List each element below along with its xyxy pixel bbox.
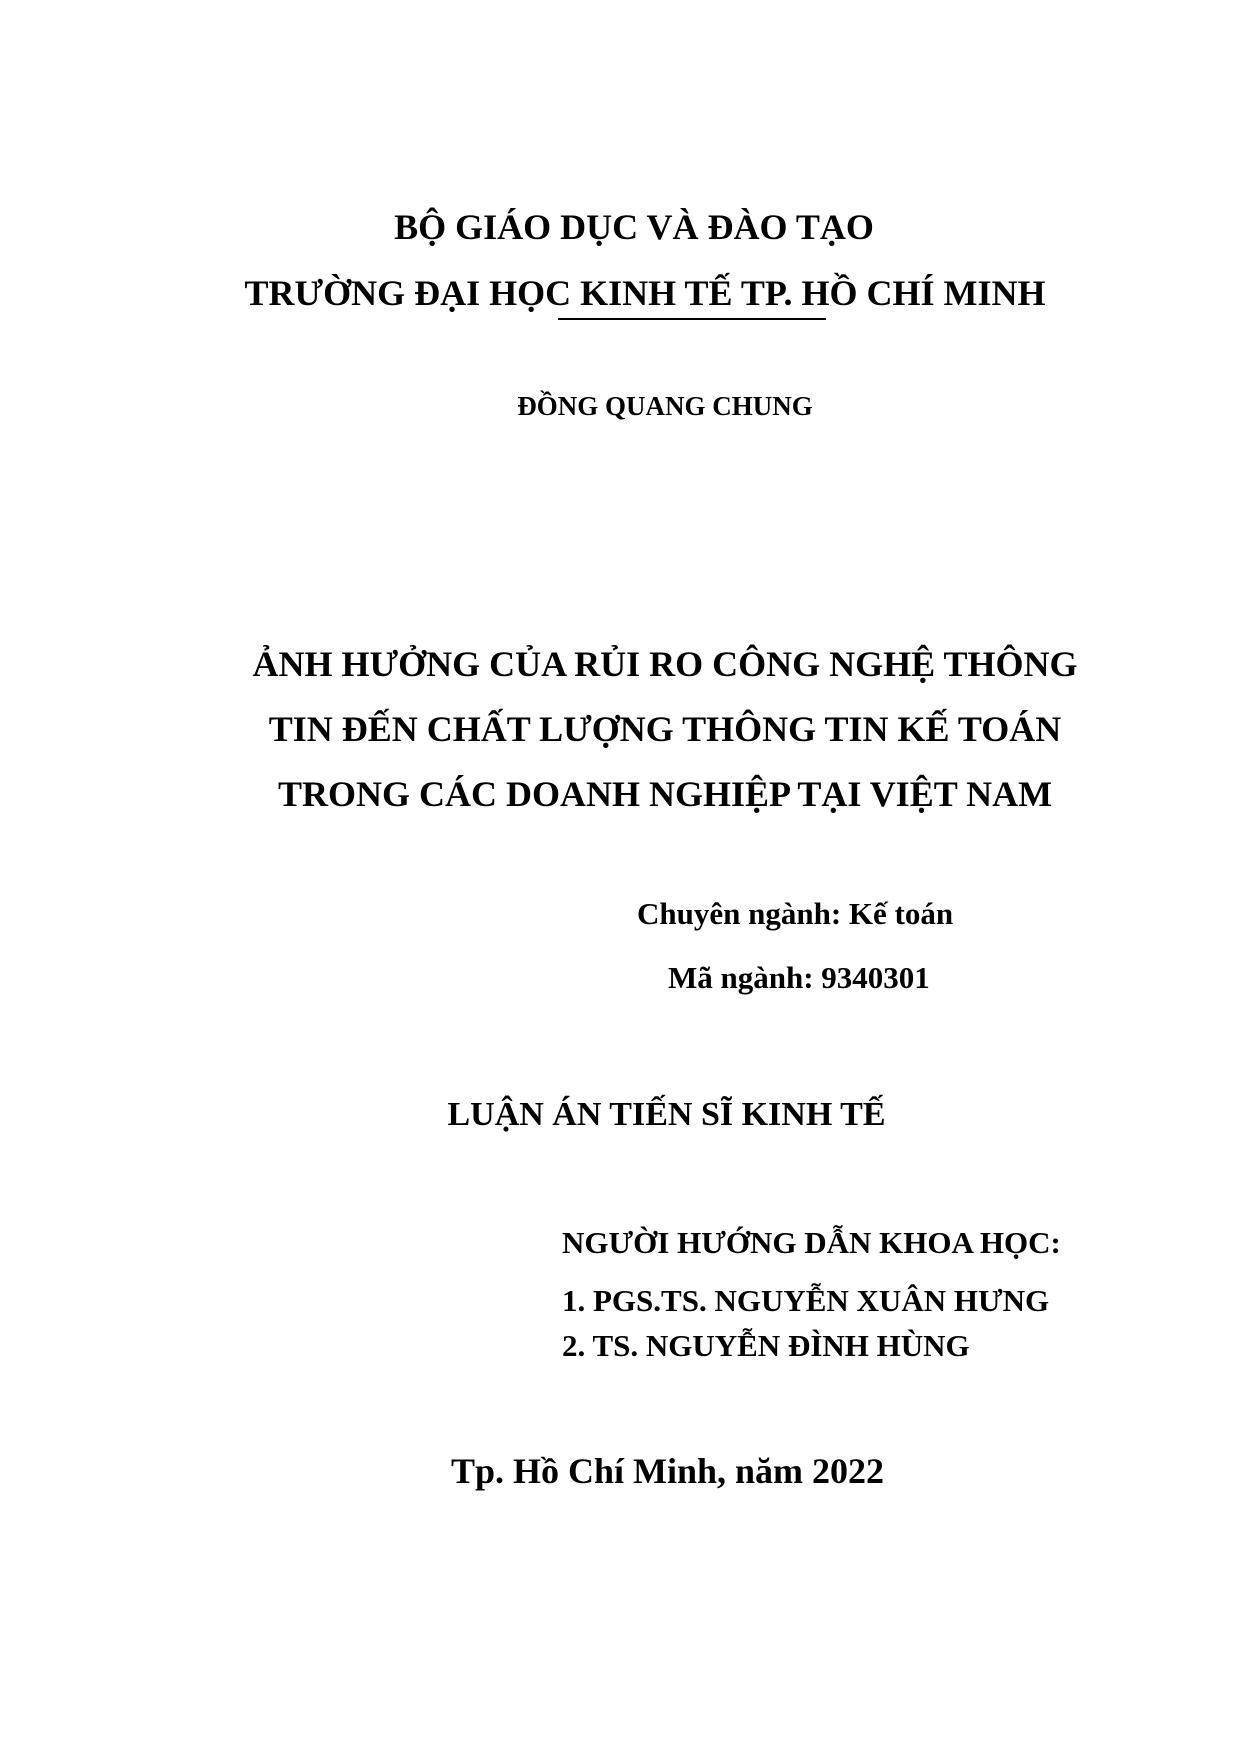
ministry-name: BỘ GIÁO DỤC VÀ ĐÀO TẠO xyxy=(394,207,874,247)
advisors-heading: NGƯỜI HƯỚNG DẪN KHOA HỌC: xyxy=(562,1225,1061,1260)
author-name: ĐỒNG QUANG CHUNG xyxy=(517,391,813,421)
major-field: Chuyên ngành: Kế toán xyxy=(637,896,954,931)
university-name: TRƯỜNG ĐẠI HỌC KINH TẾ TP. HỒ CHÍ MINH xyxy=(244,273,1046,313)
place-and-year: Tp. Hồ Chí Minh, năm 2022 xyxy=(450,1451,885,1491)
degree-title: LUẬN ÁN TIẾN SĨ KINH TẾ xyxy=(447,1096,886,1133)
advisor-item: 2. TS. NGUYỄN ĐÌNH HÙNG xyxy=(562,1328,970,1363)
underline-divider xyxy=(558,318,826,320)
advisor-item: 1. PGS.TS. NGUYỄN XUÂN HƯNG xyxy=(562,1283,1050,1318)
thesis-title-line-3: TRONG CÁC DOANH NGHIỆP TẠI VIỆT NAM xyxy=(277,774,1053,814)
major-code: Mã ngành: 9340301 xyxy=(668,960,930,995)
thesis-title-line-1: ẢNH HƯỞNG CỦA RỦI RO CÔNG NGHỆ THÔNG xyxy=(252,644,1078,684)
thesis-title-line-2: TIN ĐẾN CHẤT LƯỢNG THÔNG TIN KẾ TOÁN xyxy=(268,709,1062,749)
